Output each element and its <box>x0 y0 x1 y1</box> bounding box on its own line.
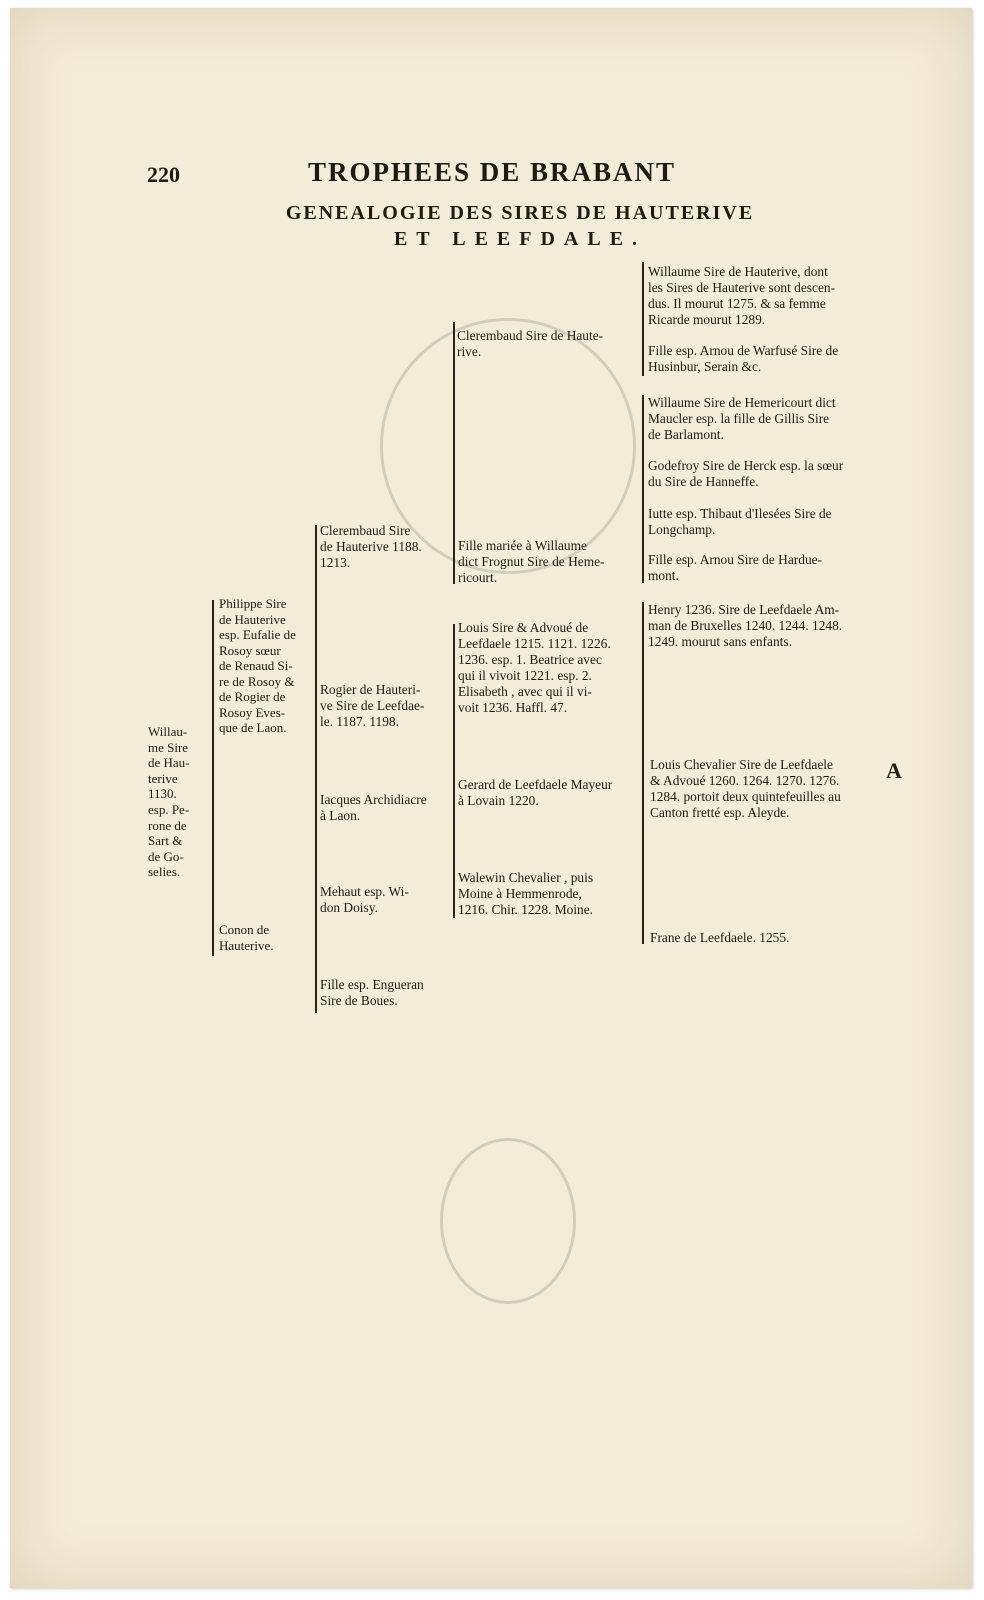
entry-willaume-1130: Willau- me Sire de Hau- terive 1130. esp. Pe- rone de Sart & de Go- selies. <box>148 724 190 880</box>
margin-letter: A <box>886 758 902 783</box>
page-number: 220 <box>147 162 180 187</box>
show-through-oval <box>440 1138 576 1304</box>
entry-fille-arnou-warfuse: Fille esp. Arnou de Warfusé Sire de Husinbur, Serain &c. <box>648 343 839 374</box>
entry-frane: Frane de Leefdaele. 1255. <box>650 930 790 945</box>
bracket-line <box>453 624 455 918</box>
genealogy-heading: GENEALOGIE DES SIRES DE HAUTERIVE <box>285 202 755 224</box>
page-title: TROPHEES DE BRABANT <box>307 157 677 187</box>
bracket-line <box>212 600 214 956</box>
entry-willaume-dont: Willaume Sire de Hauterive, dont les Sires de Hauterive sont descen- dus. Il mourut 1275. & sa femme Ricarde mourut 1289. <box>648 264 836 327</box>
bracket-line <box>642 395 644 583</box>
entry-fille-willaume: Fille mariée à Willaume dict Frognut Sire de Heme- ricourt. <box>458 538 605 585</box>
entry-iutte: Iutte esp. Thibaut d'Ilesées Sire de Longchamp. <box>648 506 832 537</box>
entry-philippe: Philippe Sire de Hauterive esp. Eufalie de Rosoy sœur de Renaud Si- re de Rosoy & de Rogier de Rosoy Eves- que de Laon. <box>219 596 296 735</box>
entry-louis-chevalier: Louis Chevalier Sire de Leefdaele & Advoué 1260. 1264. 1270. 1276. 1284. portoit deux quintefeuilles au Canton fretté esp. Aleyde. <box>650 757 841 820</box>
entry-godefroy: Godefroy Sire de Herck esp. la sœur du Sire de Hanneffe. <box>648 458 844 489</box>
bracket-line <box>315 525 317 1013</box>
bracket-line <box>642 262 644 376</box>
bracket-line <box>642 602 644 944</box>
genealogy-heading-2: ET LEEFDALE. <box>393 228 647 250</box>
bracket-line <box>453 322 455 584</box>
entry-fille-engueran: Fille esp. Engueran Sire de Boues. <box>320 977 424 1008</box>
entry-mehaut: Mehaut esp. Wi- don Doisy. <box>320 884 409 915</box>
entry-willaume-hemericourt: Willaume Sire de Hemericourt dict Maucler esp. la fille de Gillis Sire de Barlamont. <box>648 395 836 442</box>
entry-louis-1215: Louis Sire & Advoué de Leefdaele 1215. 1121. 1226. 1236. esp. 1. Beatrice avec qui il vivoit 1221. esp. 2. Elisabeth , avec qui il vi- voit 1236. Haffl. 47. <box>458 620 611 715</box>
entry-fille-hardue: Fille esp. Arnou Sire de Hardue- mont. <box>648 552 823 583</box>
entry-clerembaud-1188: Clerembaud Sire de Hauterive 1188. 1213. <box>320 523 422 570</box>
entry-iacques: Iacques Archidiacre à Laon. <box>320 792 427 823</box>
entry-rogier: Rogier de Hauteri- ve Sire de Leefdae- le. 1187. 1198. <box>320 682 425 729</box>
entry-clerembaud-rive: Clerembaud Sire de Haute- rive. <box>457 328 604 359</box>
entry-henry: Henry 1236. Sire de Leefdaele Am- man de Bruxelles 1240. 1244. 1248. 1249. mourut sans enfants. <box>648 602 843 649</box>
entry-gerard: Gerard de Leefdaele Mayeur à Lovain 1220. <box>458 777 613 808</box>
entry-conon: Conon de Hauterive. <box>219 922 274 953</box>
entry-walewin: Walewin Chevalier , puis Moine à Hemmenrode, 1216. Chir. 1228. Moine. <box>458 870 594 917</box>
